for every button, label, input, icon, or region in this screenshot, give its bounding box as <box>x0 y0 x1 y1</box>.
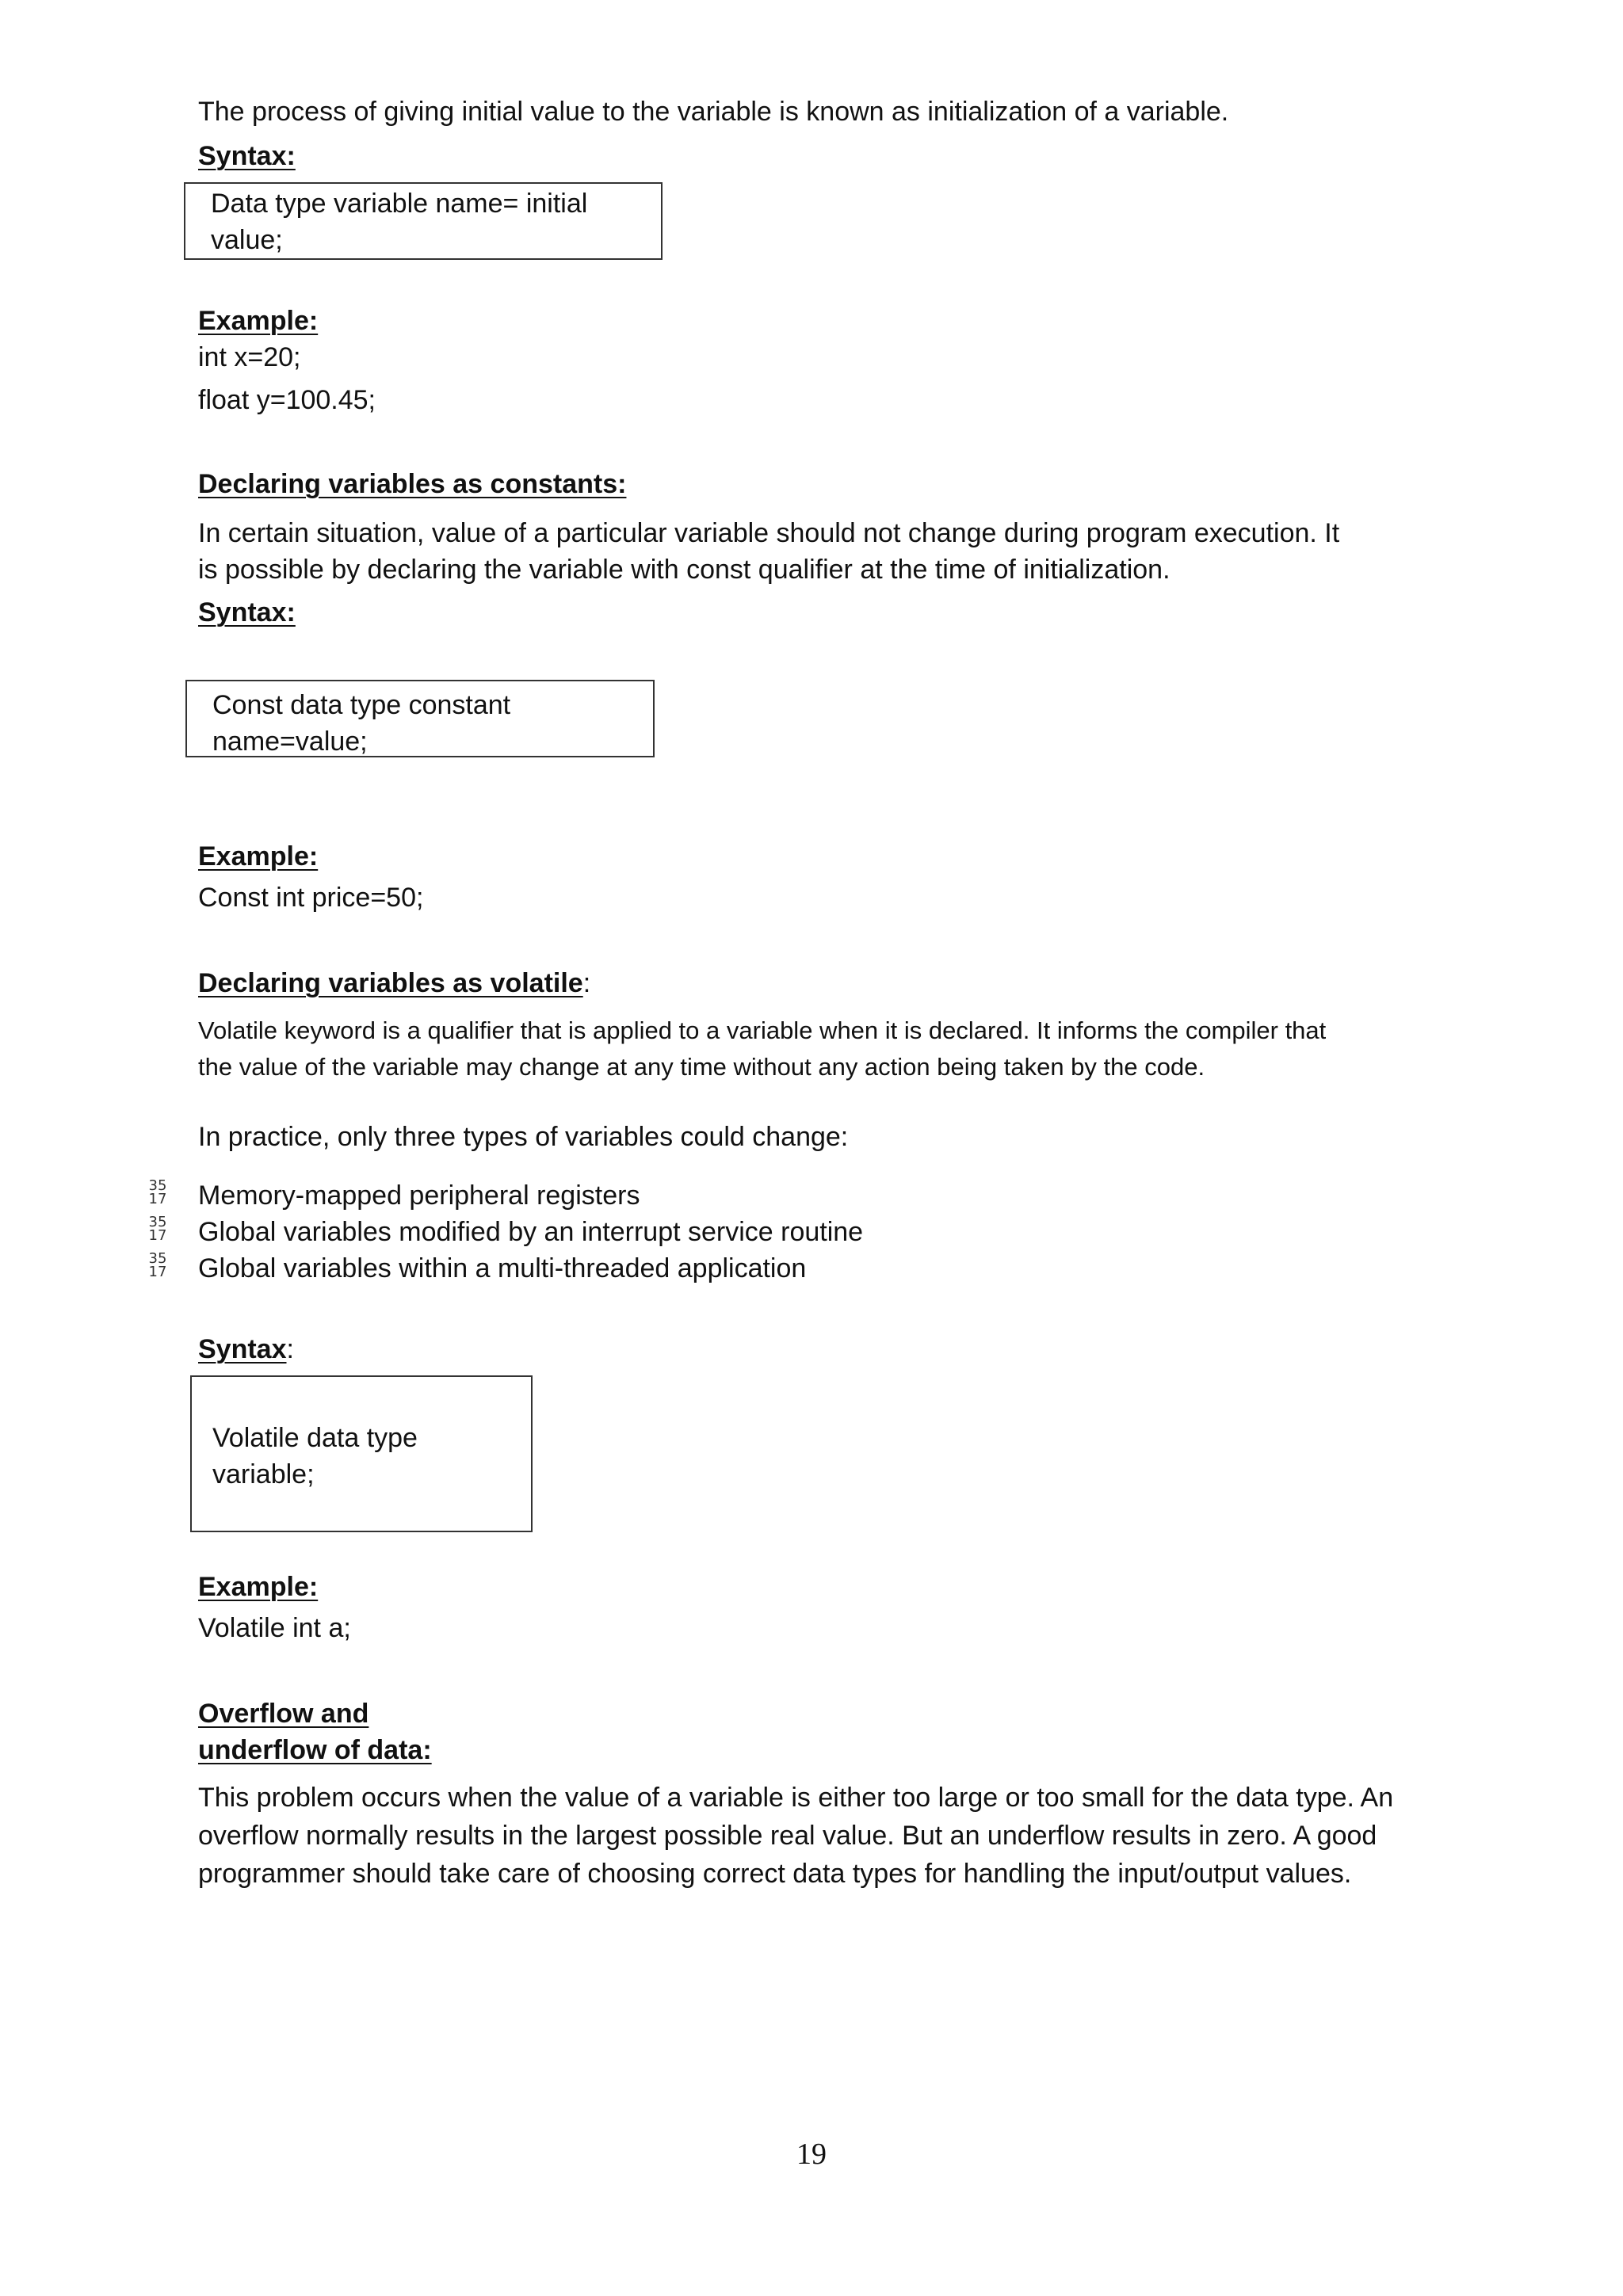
init-syntax-heading: Syntax: <box>198 141 296 171</box>
init-syntax-box <box>184 182 663 260</box>
bullet-glyph-bottom: 17 <box>148 1191 167 1207</box>
init-example-2: float y=100.45; <box>198 385 376 415</box>
bullet-glyph-1 <box>147 1179 168 1206</box>
volatile-heading: Declaring variables as volatile <box>198 968 583 998</box>
bullet-glyph-top: 35 <box>148 1214 167 1230</box>
bullet-glyph-3 <box>147 1252 168 1279</box>
volatile-syntax-heading-line <box>198 1331 294 1367</box>
volatile-syntax-heading: Syntax <box>198 1334 287 1364</box>
bullet-glyph-bottom: 17 <box>148 1227 167 1244</box>
init-syntax-line-1: Data type variable name= initial <box>211 189 588 219</box>
volatile-paragraph-line-2: the value of the variable may change at any time without any action being taken by the code. <box>198 1053 1205 1081</box>
constants-paragraph-line-2: is possible by declaring the variable with const qualifier at the time of initialization. <box>198 555 1170 585</box>
bullet-glyph-top: 35 <box>148 1177 167 1194</box>
page-number: 19 <box>796 2138 827 2171</box>
volatile-list-item-1: Memory-mapped peripheral registers <box>198 1180 640 1211</box>
volatile-heading-suffix: : <box>582 968 591 998</box>
constants-syntax-heading: Syntax: <box>198 597 296 627</box>
volatile-syntax-line-1: Volatile data type <box>212 1423 418 1453</box>
constants-heading: Declaring variables as constants: <box>198 469 627 499</box>
volatile-list-item-2: Global variables modified by an interrupt service routine <box>198 1217 864 1247</box>
init-syntax-line-2: value; <box>211 225 283 255</box>
overflow-heading-line-2: underflow of data: <box>198 1735 432 1765</box>
init-example-1: int x=20; <box>198 342 301 372</box>
constants-example-heading: Example: <box>198 841 319 871</box>
init-intro: The process of giving initial value to the variable is known as initialization of a variable. <box>198 97 1229 127</box>
volatile-example: Volatile int a; <box>198 1613 351 1643</box>
bullet-glyph-top: 35 <box>148 1250 167 1267</box>
constants-syntax-line-1: Const data type constant <box>212 690 511 720</box>
volatile-syntax-box <box>190 1375 533 1532</box>
overflow-paragraph-line-1: This problem occurs when the value of a variable is either too large or too small for the data type. An <box>198 1783 1394 1813</box>
overflow-paragraph-line-2: overflow normally results in the largest possible real value. But an underflow results in zero. A good <box>198 1821 1377 1851</box>
overflow-heading-line-1: Overflow and <box>198 1699 369 1729</box>
init-example-heading: Example: <box>198 306 319 336</box>
constants-syntax-line-2: name=value; <box>212 727 368 757</box>
volatile-heading-line <box>198 965 590 1001</box>
volatile-syntax-line-2: variable; <box>212 1459 315 1489</box>
bullet-glyph-2 <box>147 1215 168 1242</box>
constants-example: Const int price=50; <box>198 883 424 913</box>
constants-paragraph-line-1: In certain situation, value of a particular variable should not change during program execution. It <box>198 518 1340 548</box>
volatile-practice: In practice, only three types of variables could change: <box>198 1122 849 1152</box>
volatile-list-item-3: Global variables within a multi-threaded application <box>198 1253 807 1283</box>
volatile-example-heading: Example: <box>198 1572 319 1602</box>
constants-syntax-box <box>185 680 655 757</box>
overflow-paragraph-line-3: programmer should take care of choosing correct data types for handling the input/output values. <box>198 1859 1352 1889</box>
volatile-paragraph-line-1: Volatile keyword is a qualifier that is applied to a variable when it is declared. It informs the compiler that <box>198 1016 1327 1044</box>
volatile-syntax-suffix: : <box>286 1334 294 1364</box>
bullet-glyph-bottom: 17 <box>148 1264 167 1280</box>
